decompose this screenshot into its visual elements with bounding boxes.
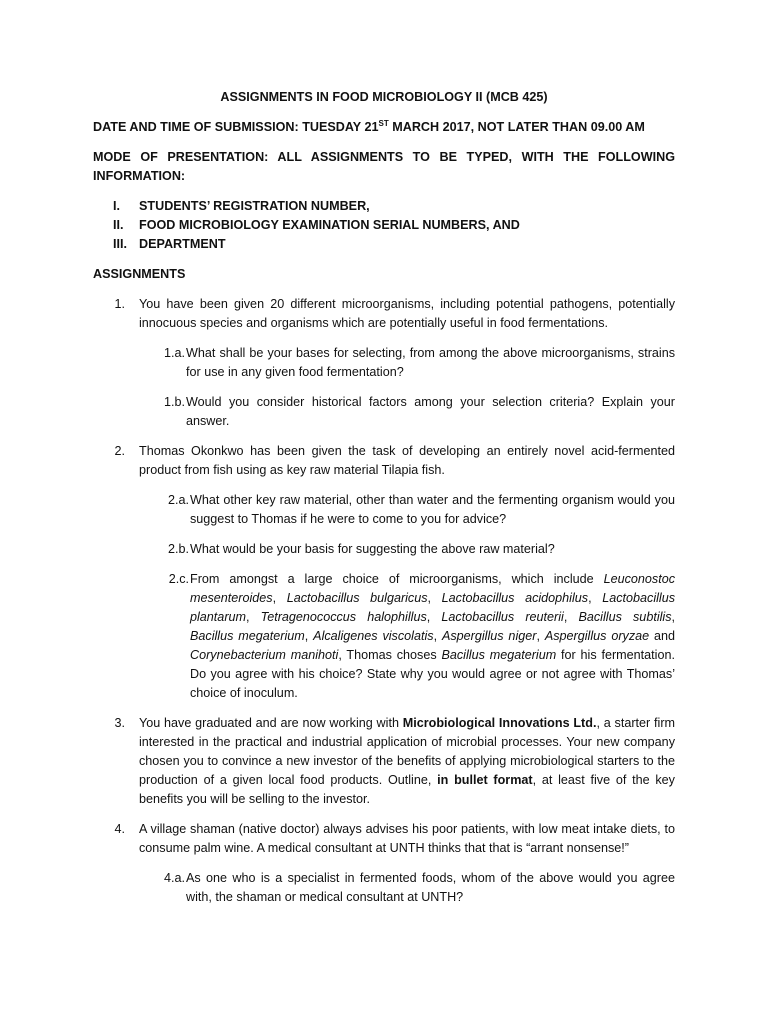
species-name: Corynebacterium manihoti xyxy=(190,648,339,662)
list-item-number: I. xyxy=(113,199,120,213)
question-1 xyxy=(93,295,675,333)
list-item-text: FOOD MICROBIOLOGY EXAMINATION SERIAL NUMBERS, AND xyxy=(139,218,520,232)
subquestion-text xyxy=(190,570,675,703)
text-run: , xyxy=(563,610,579,624)
date-ordinal-suffix: ST xyxy=(378,118,389,128)
text-run: , a starter firm interested in the practical and industrial application of microbial processes. Your new company chosen you to convince a new investor of the benefits of applying microbiological starters to the production of a given local food products. Outline, xyxy=(139,716,676,787)
species-name: Aspergillus oryzae xyxy=(544,629,650,643)
subquestion-text: Would you consider historical factors among your selection criteria? Explain your answer. xyxy=(186,395,675,428)
question-number: 4. xyxy=(114,822,125,836)
question-text: You have been given 20 different microorganisms, including potential pathogens, potentially innocuous species and organisms which are potentially useful in food fermentations. xyxy=(139,297,675,330)
subquestion-number: 2.b. xyxy=(167,542,189,556)
subquestion-text: What shall be your bases for selecting, from among the above microorganisms, strains for use in any given food fermentation? xyxy=(186,346,675,379)
species-name: Lactobacillus reuterii xyxy=(441,610,564,624)
subquestion-number: 4.a. xyxy=(163,871,185,885)
text-run: and xyxy=(649,629,676,643)
list-item-text: DEPARTMENT xyxy=(139,237,226,251)
subquestion-number: 2.a. xyxy=(167,493,189,507)
species-name: Alcaligenes viscolatis xyxy=(313,629,434,643)
subquestion-number: 1.a. xyxy=(163,346,185,360)
text-run: , xyxy=(536,629,545,643)
question-4 xyxy=(93,820,675,858)
text-run: From amongst a large choice of microorganisms, which include xyxy=(190,572,604,586)
subquestion-text: What other key raw material, other than water and the fermenting organism would you suggest to Thomas if he were to come to you for advice? xyxy=(190,493,675,526)
text-run: , xyxy=(588,591,603,605)
list-item xyxy=(93,197,675,216)
question-number: 1. xyxy=(114,297,125,311)
species-name: Lactobacillus acidophilus xyxy=(441,591,589,605)
species-name: Bacillus megaterium xyxy=(190,629,305,643)
text-run: , xyxy=(246,610,261,624)
question-2 xyxy=(93,442,675,480)
species-name: Bacillus subtilis xyxy=(578,610,672,624)
submission-date xyxy=(93,118,675,137)
text-run: , xyxy=(671,610,676,624)
question-number: 3. xyxy=(114,716,125,730)
species-name: Tetragenococcus halophillus xyxy=(260,610,427,624)
question-1b xyxy=(93,393,675,431)
text-run: , xyxy=(433,629,442,643)
subquestion-number: 2.c. xyxy=(168,572,189,586)
text-run: for his fermentation. Do you agree with his choice? State why you would agree or not agree with Thomas’ choice of inoculum. xyxy=(190,648,675,700)
subquestion-text: What would be your basis for suggesting the above raw material? xyxy=(190,542,555,556)
species-name: Bacillus megaterium xyxy=(441,648,557,662)
question-2b xyxy=(93,540,675,559)
subquestion-number: 1.b. xyxy=(163,395,185,409)
text-run: You have graduated and are now working with xyxy=(139,716,403,730)
text-run: , xyxy=(272,591,287,605)
question-text: A village shaman (native doctor) always advises his poor patients, with low meat intake diets, to consume palm wine. A medical consultant at UNTH thinks that that is “arrant nonsense!” xyxy=(139,822,675,855)
question-2a xyxy=(93,491,675,529)
company-name: Microbiological Innovations Ltd. xyxy=(402,716,597,730)
text-run: , at least five of the key benefits you will be selling to the investor. xyxy=(139,773,675,806)
text-run: , xyxy=(304,629,314,643)
question-2c xyxy=(93,570,675,703)
species-name: Lactobacillus bulgaricus xyxy=(286,591,428,605)
species-name: Aspergillus niger xyxy=(441,629,537,643)
section-heading: ASSIGNMENTS xyxy=(93,267,186,281)
list-item-text: STUDENTS’ REGISTRATION NUMBER, xyxy=(139,199,370,213)
list-item xyxy=(93,235,675,254)
text-run: , Thomas choses xyxy=(338,648,442,662)
document-title: ASSIGNMENTS IN FOOD MICROBIOLOGY II (MCB 425) xyxy=(220,90,548,104)
presentation-mode: MODE OF PRESENTATION: ALL ASSIGNMENTS TO BE TYPED, WITH THE FOLLOWING INFORMATION: xyxy=(93,150,675,183)
question-number: 2. xyxy=(114,444,125,458)
list-item-number: III. xyxy=(113,237,127,251)
question-text: Thomas Okonkwo has been given the task of developing an entirely novel acid-fermented product from fish using as key raw material Tilapia fish. xyxy=(139,444,675,477)
submission-date-prefix: DATE AND TIME OF SUBMISSION: TUESDAY 21 xyxy=(93,120,379,134)
list-item-number: II. xyxy=(113,218,124,232)
question-4a xyxy=(93,869,675,907)
text-run: , xyxy=(427,591,442,605)
submission-date-suffix: MARCH 2017, NOT LATER THAN 09.00 AM xyxy=(388,120,645,134)
subquestion-text: As one who is a specialist in fermented foods, whom of the above would you agree with, the shaman or medical consultant at UNTH? xyxy=(186,871,675,904)
text-run: , xyxy=(426,610,442,624)
species-name: Lactobacillus plantarum xyxy=(190,591,676,624)
species-name: Leuconostoc mesenteroides xyxy=(190,572,675,605)
list-item xyxy=(93,216,675,235)
question-3 xyxy=(93,714,675,809)
emphasis-bullet-format: in bullet format xyxy=(437,773,533,787)
required-info-list xyxy=(93,197,675,254)
question-1a xyxy=(93,344,675,382)
question-text xyxy=(139,714,675,809)
